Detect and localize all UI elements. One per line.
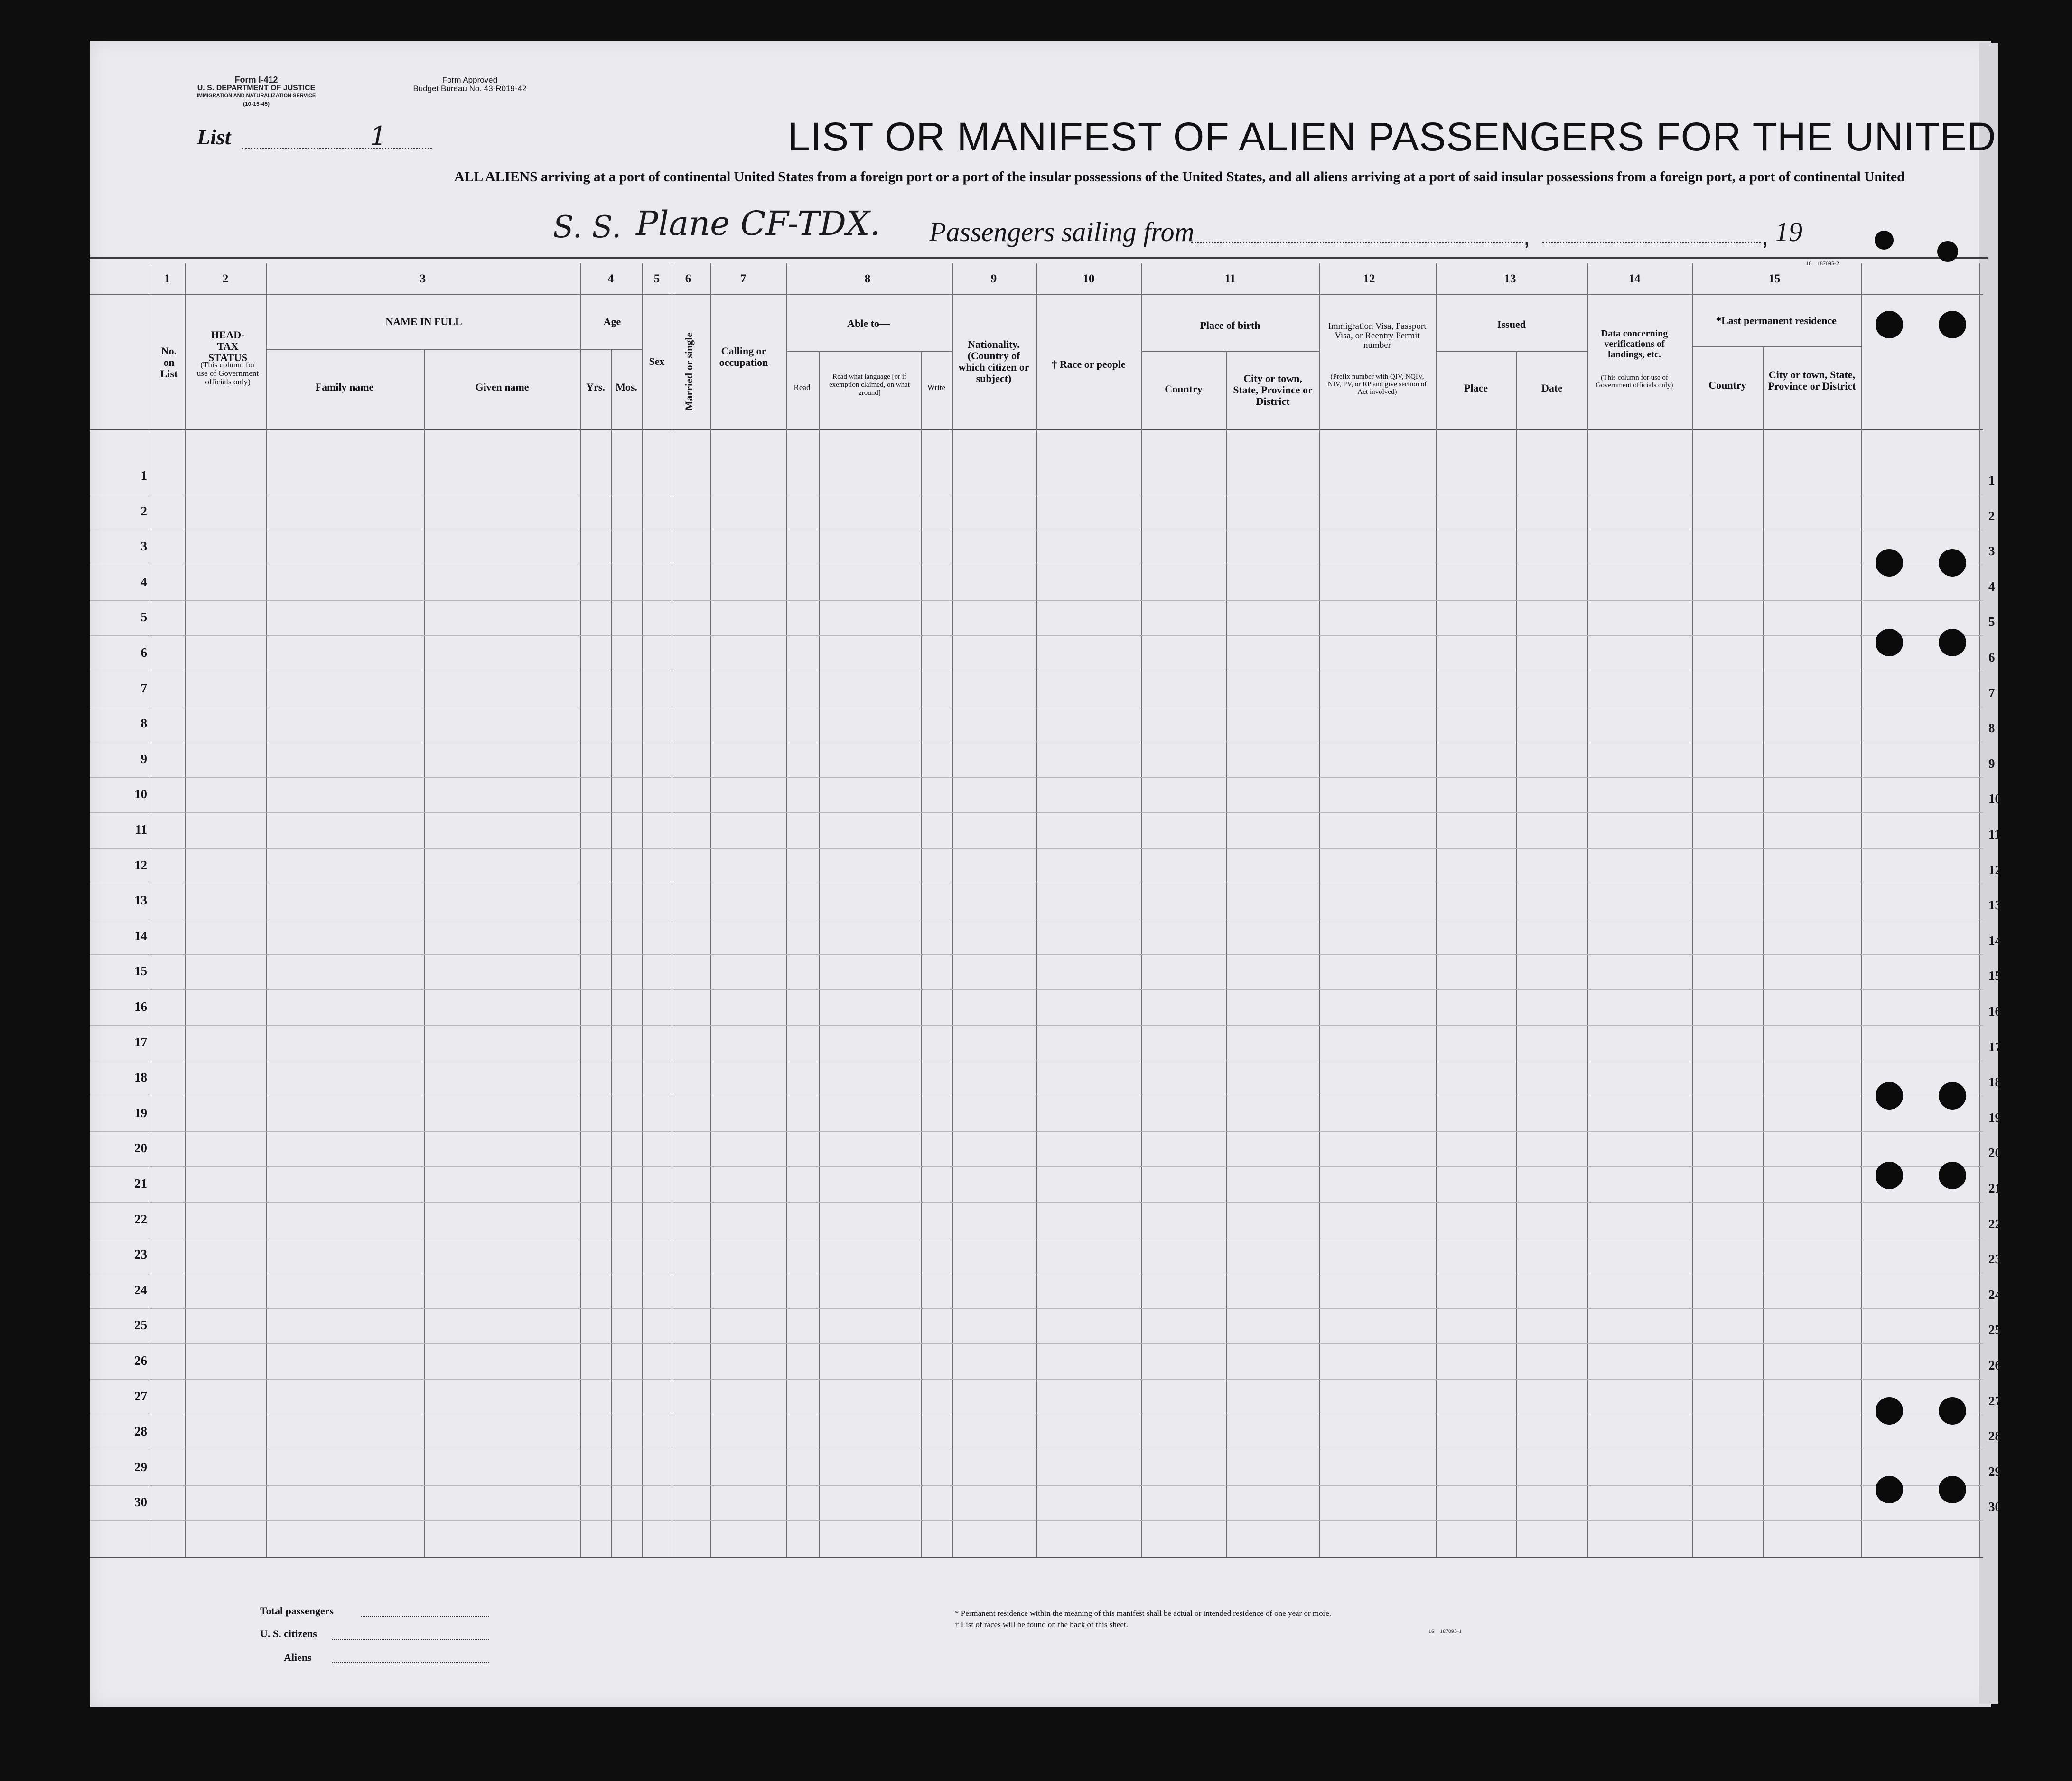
row-number: 21 [134, 1176, 147, 1191]
row-number-right: 18 [1988, 1075, 2001, 1089]
header-calling: Calling or occupation [719, 345, 768, 368]
col-divider [642, 263, 643, 1557]
department: U. S. DEPARTMENT OF JUSTICE [197, 84, 316, 92]
col-number: 7 [740, 272, 747, 285]
punch-hole [1939, 1162, 1966, 1189]
row-number: 20 [134, 1141, 147, 1155]
row-line [90, 989, 1983, 990]
punch-hole [1876, 1397, 1903, 1425]
header-nationality: Nationality. (Country of which citizen or subject) [958, 338, 1029, 384]
row-number: 30 [134, 1495, 147, 1509]
col-divider [580, 263, 581, 1557]
col-divider [710, 263, 711, 1557]
row-number-right: 9 [1988, 756, 1995, 771]
list-value: 1 [370, 121, 387, 151]
col-number: 14 [1628, 272, 1641, 285]
col-divider [1861, 263, 1862, 1557]
row-line [90, 954, 1983, 955]
col-divider [1979, 263, 1980, 1557]
row-number: 15 [134, 964, 147, 978]
col-number: 10 [1083, 272, 1095, 285]
col-divider [1036, 263, 1037, 1557]
row-number-right: 5 [1988, 615, 1995, 629]
punch-hole [1876, 311, 1903, 338]
table-top-line [90, 257, 1988, 259]
row-number: 12 [134, 858, 147, 872]
row-number-right: 23 [1988, 1252, 2001, 1266]
able-subline [786, 351, 952, 352]
row-number-right: 16 [1988, 1004, 2001, 1018]
header-visa: Immigration Visa, Passport Visa, or Reentry Permit number [1328, 321, 1427, 350]
row-line [90, 635, 1983, 636]
row-number: 4 [140, 575, 147, 589]
row-number: 6 [140, 645, 147, 660]
col-divider [921, 351, 922, 1557]
row-line [90, 848, 1983, 849]
col-number: 8 [864, 272, 871, 285]
col-divider [1141, 263, 1142, 1557]
year-prefix: 19 [1775, 216, 1802, 247]
col-divider [1763, 346, 1764, 1557]
form-identification [157, 76, 356, 108]
row-line [90, 1166, 1983, 1167]
row-number-right: 19 [1988, 1110, 2001, 1125]
row-number-right: 10 [1988, 792, 2001, 806]
row-number-right: 21 [1988, 1181, 2001, 1195]
row-number: 5 [140, 610, 147, 624]
row-line [90, 1025, 1983, 1026]
header-residence-city: City or town, State, Province or District [1768, 369, 1856, 392]
col-divider [786, 263, 787, 1557]
punch-hole [1939, 1397, 1966, 1425]
row-number: 29 [134, 1460, 147, 1474]
aliens-label: Aliens [284, 1651, 312, 1663]
row-number: 18 [134, 1070, 147, 1084]
row-line [90, 1379, 1983, 1380]
header-age: Age [603, 316, 621, 327]
us-citizens-line [332, 1639, 489, 1640]
header-place-of-birth: Place of birth [1200, 319, 1260, 331]
row-number-right: 27 [1988, 1394, 2001, 1408]
col-divider [1226, 351, 1227, 1557]
punch-hole [1939, 1476, 1966, 1503]
print-code-bottom: 16—187095-1 [1428, 1628, 1462, 1634]
row-number-right: 7 [1988, 686, 1995, 700]
row-number-right: 22 [1988, 1217, 2001, 1231]
row-number-right: 14 [1988, 933, 2001, 948]
row-number: 9 [140, 752, 147, 766]
col-number: 3 [420, 272, 426, 285]
header-issued: Issued [1497, 318, 1526, 330]
punch-hole [1876, 629, 1903, 656]
row-number: 17 [134, 1035, 147, 1049]
row-number-right: 13 [1988, 898, 2001, 912]
header-race: † Race or people [1052, 358, 1126, 370]
row-number: 27 [134, 1389, 147, 1403]
col-number: 15 [1768, 272, 1781, 285]
punch-hole [1876, 1476, 1903, 1503]
footnote-residence: * Permanent residence within the meaning of this manifest shall be actual or intended residence of one year or more. [955, 1609, 1332, 1618]
row-line [90, 1520, 1983, 1521]
punch-hole [1876, 549, 1903, 577]
row-number: 13 [134, 893, 147, 907]
col-divider [1692, 263, 1693, 1557]
list-label: List [197, 125, 231, 149]
row-number: 25 [134, 1318, 147, 1332]
row-number-right: 24 [1988, 1287, 2001, 1302]
header-birth-city: City or town, State, Province or District [1233, 373, 1313, 407]
punch-hole [1937, 241, 1958, 262]
header-sex: Sex [649, 355, 665, 367]
vessel-name: Plane CF-TDX. [636, 204, 881, 243]
footnote-races: † List of races will be found on the back of this sheet. [955, 1620, 1128, 1629]
header-residence-country: Country [1708, 379, 1746, 391]
row-number: 7 [140, 681, 147, 695]
header-mos: Mos. [616, 381, 637, 393]
header-data-concerning: Data concerning verifications of landings, etc. [1601, 328, 1668, 360]
col-divider [819, 351, 820, 1557]
service: IMMIGRATION AND NATURALIZATION SERVICE [196, 93, 316, 99]
col-divider [266, 263, 267, 1557]
header-family-name: Family name [315, 381, 374, 393]
row-number: 1 [140, 468, 147, 483]
row-number-right: 4 [1988, 579, 1995, 594]
col-number: 11 [1224, 272, 1236, 285]
row-number: 23 [134, 1247, 147, 1261]
row-line [90, 1308, 1983, 1309]
col-divider [1587, 263, 1588, 1557]
row-number: 24 [134, 1283, 147, 1297]
header-yrs: Yrs. [586, 381, 605, 393]
row-number-right: 2 [1988, 509, 1995, 523]
aliens-line [332, 1662, 489, 1663]
table-bottom-line [90, 1557, 1983, 1558]
sailing-label: Passengers sailing from [929, 216, 1195, 247]
row-number: 11 [135, 822, 147, 837]
header-married: Married or single [683, 332, 695, 411]
punch-hole [1939, 1082, 1966, 1110]
row-number: 22 [134, 1212, 147, 1226]
us-citizens-label: U. S. citizens [260, 1628, 317, 1640]
header-read-language: Read what language [or if exemption claimed, on what ground] [829, 373, 910, 397]
residence-subline [1692, 346, 1861, 347]
col-number: 6 [685, 272, 691, 285]
page-subtitle: ALL ALIENS arriving at a port of continental United States from a foreign port or a port of the insular possessions of the United States, and all aliens arriving at a port of said insular possessions from a foreign port, a port of continental United [454, 169, 1905, 185]
row-number-right: 3 [1988, 544, 1995, 558]
row-line [90, 812, 1983, 813]
row-number: 16 [134, 999, 147, 1014]
row-line [90, 1485, 1983, 1486]
header-birth-country: Country [1165, 383, 1203, 395]
form-date: (10-15-45) [243, 101, 270, 107]
budget-number: Budget Bureau No. 43-R019-42 [413, 84, 527, 93]
row-number-right: 28 [1988, 1429, 2001, 1443]
row-number-right: 11 [1988, 827, 2001, 841]
total-passengers-label: Total passengers [260, 1605, 334, 1617]
form-number: Form I-412 [234, 75, 278, 84]
ss-prefix: S. S. [553, 210, 622, 245]
punch-hole [1875, 231, 1894, 250]
manifest-sheet [90, 41, 1991, 1707]
row-number-right: 6 [1988, 650, 1995, 664]
col-number: 1 [164, 272, 170, 285]
row-number: 14 [134, 929, 147, 943]
row-number: 28 [134, 1424, 147, 1438]
row-number-right: 8 [1988, 721, 1995, 735]
header-issued-date: Date [1541, 382, 1562, 394]
date-line [1542, 242, 1761, 243]
col-number: 4 [607, 272, 614, 285]
header-name-in-full: NAME IN FULL [385, 316, 462, 327]
col-number: 9 [990, 272, 997, 285]
row-number-right: 26 [1988, 1358, 2001, 1372]
row-line [90, 1202, 1983, 1203]
header-data-note: (This column for use of Government officials only) [1596, 374, 1673, 389]
header-head-tax: HEAD-TAX STATUS [208, 329, 248, 364]
list-line [242, 148, 432, 149]
punch-hole [1939, 311, 1966, 338]
punch-hole [1939, 629, 1966, 656]
row-number-right: 25 [1988, 1323, 2001, 1337]
row-line [90, 1131, 1983, 1132]
header-given-name: Given name [475, 381, 529, 393]
row-number: 2 [140, 504, 147, 518]
col-divider [952, 263, 953, 1557]
row-number: 26 [134, 1353, 147, 1368]
col-number: 2 [222, 272, 229, 285]
row-number: 8 [140, 716, 147, 730]
col-number: 13 [1504, 272, 1516, 285]
row-line [90, 600, 1983, 601]
row-number-right: 12 [1988, 863, 2001, 877]
col-number: 5 [653, 272, 660, 285]
punch-hole [1939, 549, 1966, 577]
col-divider [1319, 263, 1320, 1557]
header-write: Write [927, 383, 946, 392]
row-number: 3 [140, 539, 147, 553]
issued-subline [1436, 351, 1587, 352]
header-issued-place: Place [1464, 382, 1488, 394]
header-read: Read [793, 383, 811, 392]
col-number: 12 [1363, 272, 1375, 285]
sailing-from-line [1191, 242, 1523, 243]
row-number-right: 20 [1988, 1146, 2001, 1160]
total-passengers-line [361, 1616, 489, 1617]
row-number-right: 30 [1988, 1500, 2001, 1514]
comma-2: , [1762, 224, 1768, 250]
row-number: 19 [134, 1106, 147, 1120]
punch-hole [1876, 1082, 1903, 1110]
header-last-residence: *Last permanent residence [1716, 315, 1837, 326]
page-title: LIST OR MANIFEST OF ALIEN PASSENGERS FOR THE UNITED [788, 114, 1997, 159]
row-line [90, 777, 1983, 778]
col-divider [185, 263, 186, 1557]
row-number-right: 17 [1988, 1040, 2001, 1054]
header-visa-note: (Prefix number with QIV, NQIV, NIV, PV, or RP and give section of Act involved) [1327, 373, 1427, 396]
approval-block [380, 76, 560, 93]
print-code-top: 16—187095-2 [1806, 260, 1839, 267]
row-number: 10 [134, 787, 147, 801]
row-number-right: 15 [1988, 969, 2001, 983]
row-line [90, 1343, 1983, 1344]
name-subline [266, 349, 642, 350]
row-number-right: 1 [1988, 473, 1995, 487]
row-number-right: 29 [1988, 1464, 2001, 1479]
col-divider [1436, 263, 1437, 1557]
comma-1: , [1523, 224, 1530, 250]
form-approved: Form Approved [442, 75, 498, 84]
birth-subline [1141, 351, 1319, 352]
header-no-on-list: No. on List [160, 345, 178, 380]
punch-hole [1876, 1162, 1903, 1189]
header-able-to: Able to— [847, 317, 890, 329]
col-divider [1516, 351, 1517, 1557]
header-head-tax-note: (This column for use of Government officials only) [196, 360, 259, 386]
